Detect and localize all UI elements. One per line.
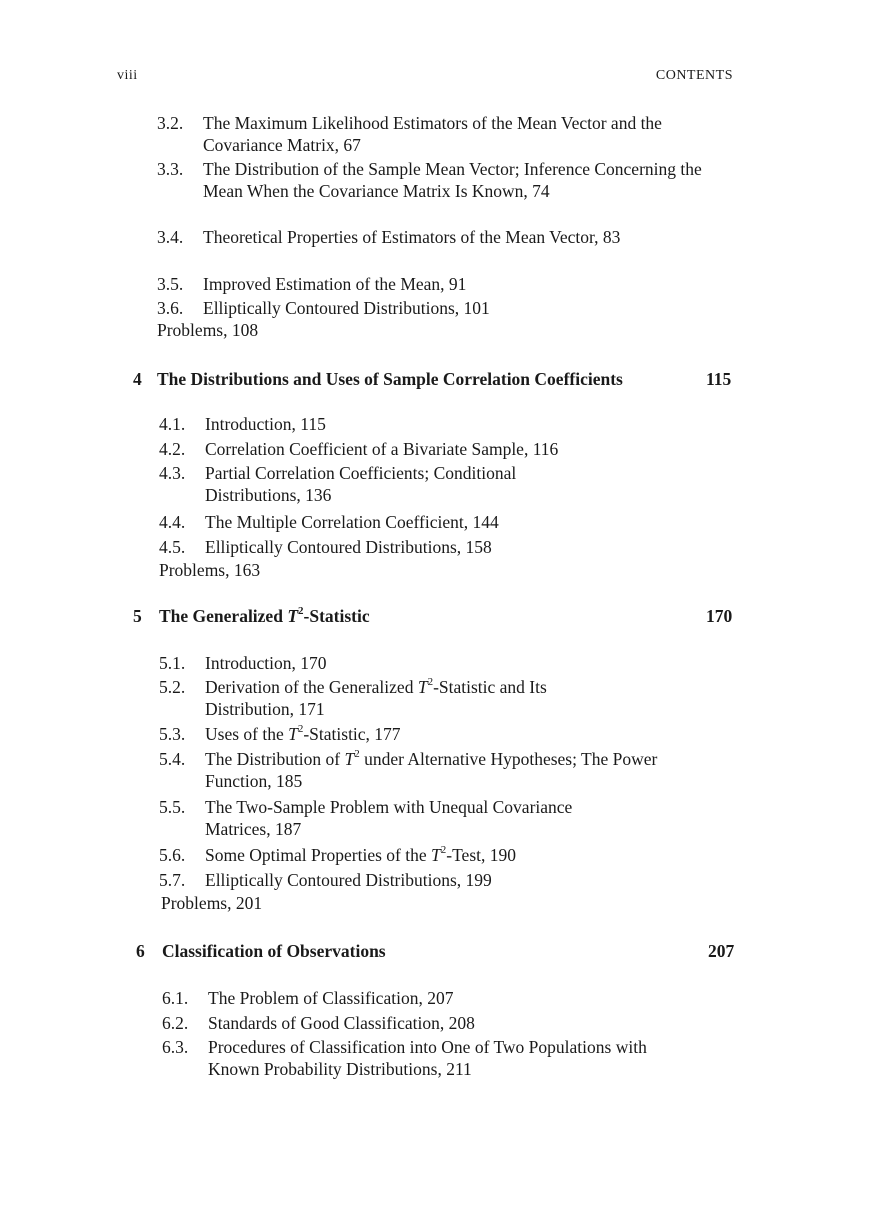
- toc-problems-ch4[interactable]: Problems, 163: [159, 560, 261, 580]
- section-title: Elliptically Contoured Distributions, 158: [205, 537, 492, 557]
- section-number: 5.7.: [159, 870, 186, 890]
- chapter-number: 6: [136, 941, 145, 961]
- section-number: 3.2.: [157, 113, 184, 133]
- section-number: 3.4.: [157, 227, 184, 247]
- section-number: 5.5.: [159, 797, 186, 817]
- toc-chapter-4[interactable]: [0, 369, 869, 393]
- section-number: 6.1.: [162, 988, 189, 1008]
- running-head-title: CONTENTS: [655, 68, 733, 83]
- section-title: Introduction, 170: [205, 653, 327, 673]
- section-title: Derivation of the Generalized $T^2$-Statistic and Its Distribution, 171: [205, 676, 547, 719]
- section-number: 6.3.: [162, 1037, 189, 1057]
- section-number: 4.1.: [159, 414, 186, 434]
- toc-problems-ch3[interactable]: Problems, 108: [157, 320, 259, 340]
- section-title: Improved Estimation of the Mean, 91: [203, 274, 467, 294]
- chapter-number: 4: [133, 369, 142, 389]
- section-number: 3.6.: [157, 298, 184, 318]
- section-title: The Maximum Likelihood Estimators of the Mean Vector and the Covariance Matrix, 67: [203, 113, 662, 155]
- section-number: 4.5.: [159, 537, 186, 557]
- section-number: 5.4.: [159, 749, 186, 769]
- toc-chapter-5[interactable]: [0, 606, 869, 630]
- section-number: 5.1.: [159, 653, 186, 673]
- section-title: Theoretical Properties of Estimators of the Mean Vector, 83: [203, 227, 621, 247]
- section-title: Introduction, 115: [205, 414, 326, 434]
- section-title: Partial Correlation Coefficients; Conditional Distributions, 136: [205, 463, 517, 505]
- section-title: The Distribution of the Sample Mean Vector; Inference Concerning the Mean When the Covariance Matrix Is Known, 74: [203, 159, 702, 201]
- section-number: 5.2.: [159, 677, 186, 697]
- chapter-page: 115: [706, 369, 732, 389]
- section-title: Uses of the $T^2$-Statistic, 177: [205, 723, 401, 744]
- section-number: 4.4.: [159, 512, 186, 532]
- toc-chapter-6[interactable]: [0, 941, 869, 965]
- section-number: 5.6.: [159, 845, 186, 865]
- section-title: Standards of Good Classification, 208: [208, 1013, 475, 1033]
- chapter-number: 5: [133, 606, 142, 626]
- section-title: The Multiple Correlation Coefficient, 144: [205, 512, 499, 532]
- chapter-page: 170: [706, 606, 733, 626]
- section-title: Some Optimal Properties of the $T^2$-Test, 190: [205, 844, 516, 865]
- section-number: 4.3.: [159, 463, 186, 483]
- section-title: Procedures of Classification into One of Two Populations with Known Probability Distributions, 211: [208, 1037, 647, 1079]
- chapter-title: The Generalized $T^2$-Statistic: [159, 605, 370, 626]
- section-number: 3.3.: [157, 159, 184, 179]
- chapter-page: 207: [708, 941, 735, 961]
- chapter-title: The Distributions and Uses of Sample Correlation Coefficients: [157, 369, 623, 389]
- section-number: 6.2.: [162, 1013, 189, 1033]
- section-title: The Two-Sample Problem with Unequal Covariance Matrices, 187: [205, 797, 573, 839]
- section-number: 3.5.: [157, 274, 184, 294]
- chapter-title: Classification of Observations: [162, 941, 386, 961]
- section-number: 4.2.: [159, 439, 186, 459]
- section-title: Elliptically Contoured Distributions, 199: [205, 870, 492, 890]
- section-number: 5.3.: [159, 724, 186, 744]
- section-title: Elliptically Contoured Distributions, 101: [203, 298, 490, 318]
- page-number-roman: viii: [117, 68, 138, 83]
- section-title: The Distribution of $T^2$ under Alternative Hypotheses; The Power Function, 185: [205, 748, 658, 791]
- section-title: The Problem of Classification, 207: [208, 988, 454, 1008]
- toc-problems-ch5[interactable]: Problems, 201: [161, 893, 263, 913]
- section-title: Correlation Coefficient of a Bivariate Sample, 116: [205, 439, 559, 459]
